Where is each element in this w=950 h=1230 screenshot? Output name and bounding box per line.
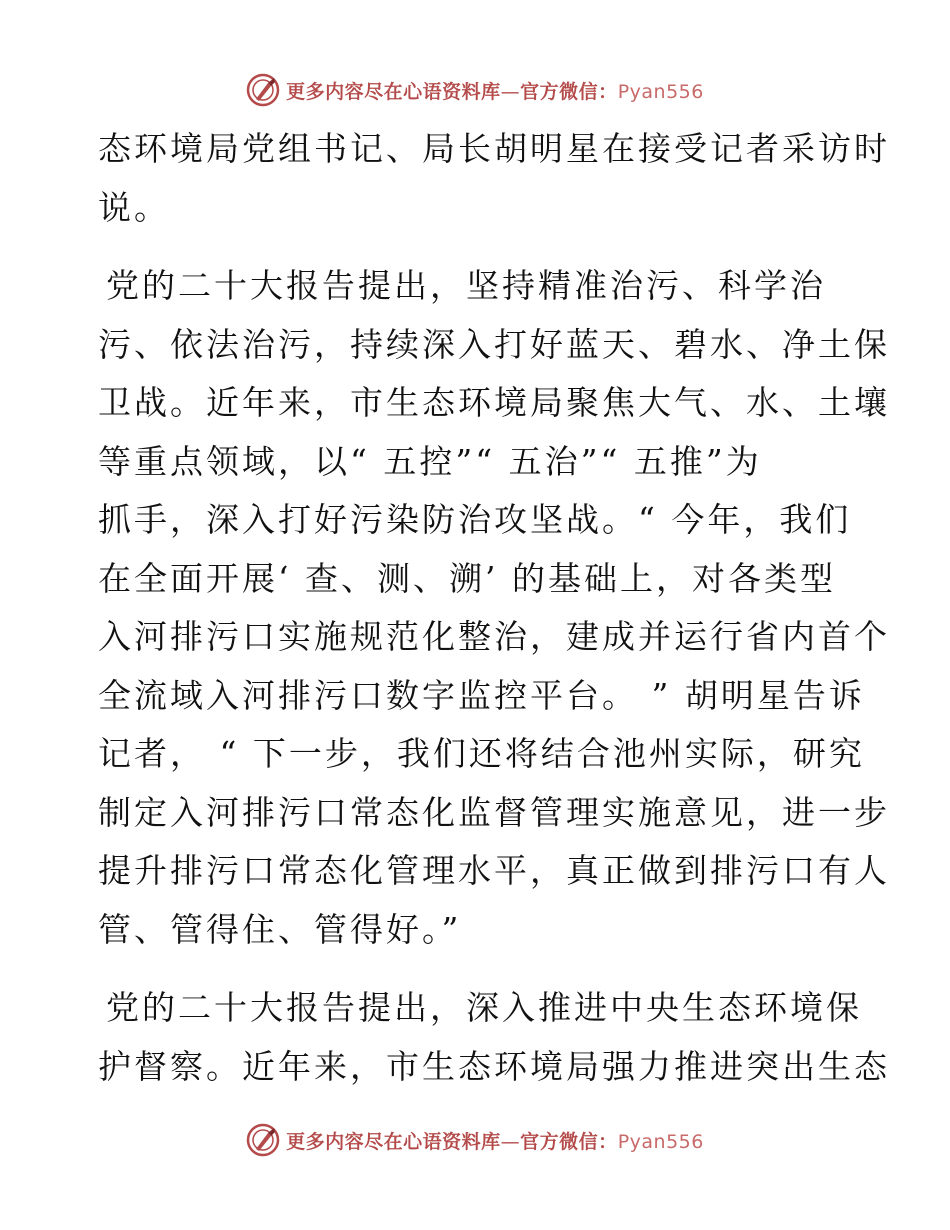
footer-watermark (0, 1120, 950, 1160)
paragraph-3 (98, 979, 890, 1096)
watermark-wechat-label: 官方微信： (520, 80, 618, 103)
watermark-wechat-label: 官方微信： (520, 1130, 618, 1153)
text-line: 党的二十大报告提出，坚持精准治污、科学治 (106, 266, 826, 305)
text-line: 说。 (98, 187, 170, 227)
quill-pen-logo-icon (246, 1123, 280, 1157)
paragraph-2 (98, 257, 890, 959)
document-body (98, 120, 890, 1096)
text-line: 护督察。近年来，市生态环境局强力推进突出生态 (98, 1046, 890, 1086)
text-line: 管、管得住、管得好。” (98, 909, 462, 949)
text-line: 提升排污口常态化管理水平，真正做到排污口有人 (98, 851, 890, 890)
text-line: 卫战。近年来，市生态环境局聚焦大气、水、土壤 (98, 383, 890, 422)
text-line: 态环境局党组书记、局长胡明星在接受记者采访时 (98, 129, 890, 168)
header-watermark (0, 70, 950, 110)
text-line: 制定入河排污口常态化监督管理实施意见，进一步 (98, 792, 890, 832)
watermark-dash: — (500, 1130, 521, 1153)
paragraph-1 (98, 120, 890, 237)
watermark-wechat-id: Pyan556 (617, 1130, 704, 1153)
text-line: 记者， “ 下一步，我们还将结合池州实际，研究 (98, 734, 865, 773)
text-line: 抓手，深入打好污染防治攻坚战。“ 今年，我们 (98, 500, 852, 539)
watermark-site-text: 更多内容尽在心语资料库 (286, 1130, 501, 1153)
text-line: 在全面开展‘ 查、测、溯’ 的基础上，对各类型 (98, 558, 836, 598)
quill-pen-logo-icon (246, 73, 280, 107)
text-line: 入河排污口实施规范化整治，建成并运行省内首个 (98, 617, 890, 656)
watermark-site-text: 更多内容尽在心语资料库 (286, 80, 501, 103)
text-line: 污、依法治污，持续深入打好蓝天、碧水、净土保 (98, 324, 890, 364)
watermark-wechat-id: Pyan556 (617, 80, 704, 103)
text-line: 全流域入河排污口数字监控平台。 ” 胡明星告诉 (98, 675, 865, 715)
text-line: 等重点领域，以“ 五控”“ 五治”“ 五推”为 (98, 441, 762, 481)
watermark-dash: — (500, 80, 521, 103)
text-line: 党的二十大报告提出，深入推进中央生态环境保 (106, 988, 862, 1027)
